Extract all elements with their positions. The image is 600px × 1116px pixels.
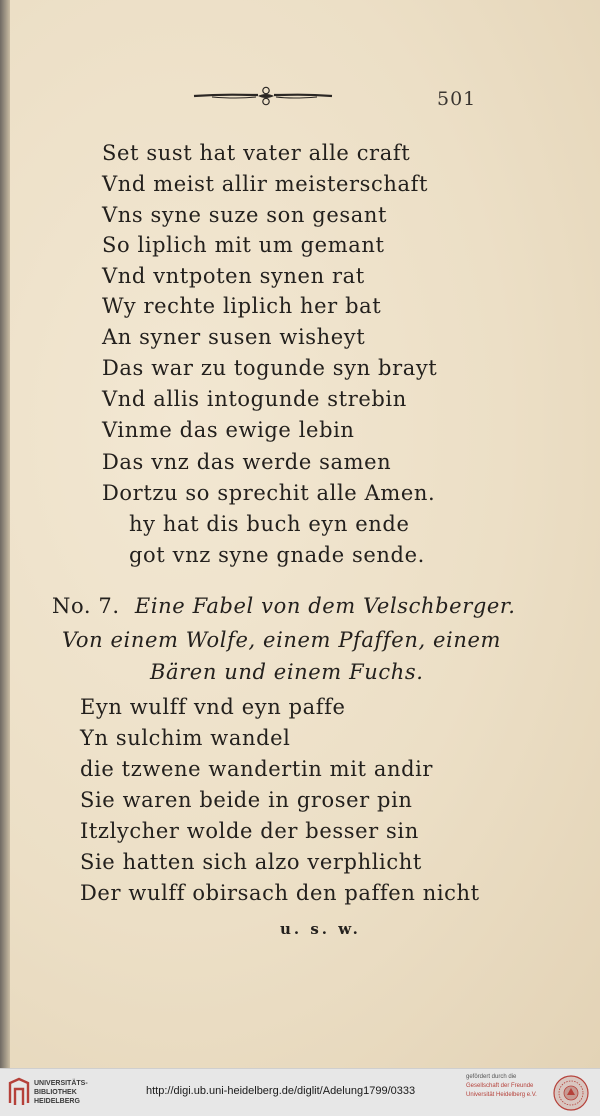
verse-line: Yn sulchim wandel — [80, 726, 291, 750]
verse-line: Vnd vntpoten synen rat — [102, 264, 365, 288]
verse-line: die tzwene wandertin mit andir — [80, 757, 434, 781]
library-name: UNIVERSITÄTS- BIBLIOTHEK HEIDELBERG — [34, 1080, 88, 1105]
verse-line: Vnd meist allir meisterschaft — [102, 172, 429, 196]
section-title: Eine Fabel von dem Velschberger. — [134, 594, 516, 618]
verse-line: Sie waren beide in groser pin — [80, 788, 413, 812]
funder-credit: gefördert durch die Gesellschaft der Freunde Universität Heidelberg e.V. — [466, 1074, 537, 1098]
verse-line: Vnd allis intogunde strebin — [102, 387, 407, 411]
ornament-divider-icon — [192, 86, 334, 106]
verse-line: Vns syne suze son gesant — [102, 203, 388, 227]
ending-abbreviation: u. s. w. — [280, 920, 361, 938]
permalink-url[interactable]: http://digi.ub.uni-heidelberg.de/diglit/Adelung1799/0333 — [146, 1085, 416, 1097]
verse-line: Eyn wulff vnd eyn paffe — [80, 695, 346, 719]
section-number: No. 7. — [52, 594, 120, 618]
digitization-footer — [0, 1068, 600, 1116]
verse-line: Itzlycher wolde der besser sin — [80, 819, 419, 843]
verse-line: Das war zu togunde syn brayt — [102, 356, 438, 380]
verse-line: Dortzu so sprechit alle Amen. — [102, 481, 436, 505]
verse-line: An syner susen wisheyt — [102, 325, 366, 349]
page-binding-shadow — [0, 0, 10, 1068]
colophon-line: hy hat dis buch eyn ende — [129, 512, 410, 536]
section-subtitle: Von einem Wolfe, einem Pfaffen, einem — [62, 628, 502, 652]
section-heading — [52, 594, 516, 618]
university-seal-icon — [553, 1075, 589, 1111]
colophon-line: got vnz syne gnade sende. — [129, 543, 425, 567]
verse-line: Das vnz das werde samen — [102, 450, 392, 474]
verse-line: So liplich mit um gemant — [102, 233, 385, 257]
verse-line: Set sust hat vater alle craft — [102, 141, 411, 165]
verse-line: Vinme das ewige lebin — [102, 418, 355, 442]
section-subtitle: Bären und einem Fuchs. — [150, 660, 424, 684]
verse-line: Sie hatten sich alzo verphlicht — [80, 850, 422, 874]
verse-line: Der wulff obirsach den paffen nicht — [80, 881, 480, 905]
verse-line: Wy rechte liplich her bat — [102, 294, 382, 318]
page-number: 501 — [437, 88, 477, 110]
library-logo-icon — [8, 1077, 30, 1107]
